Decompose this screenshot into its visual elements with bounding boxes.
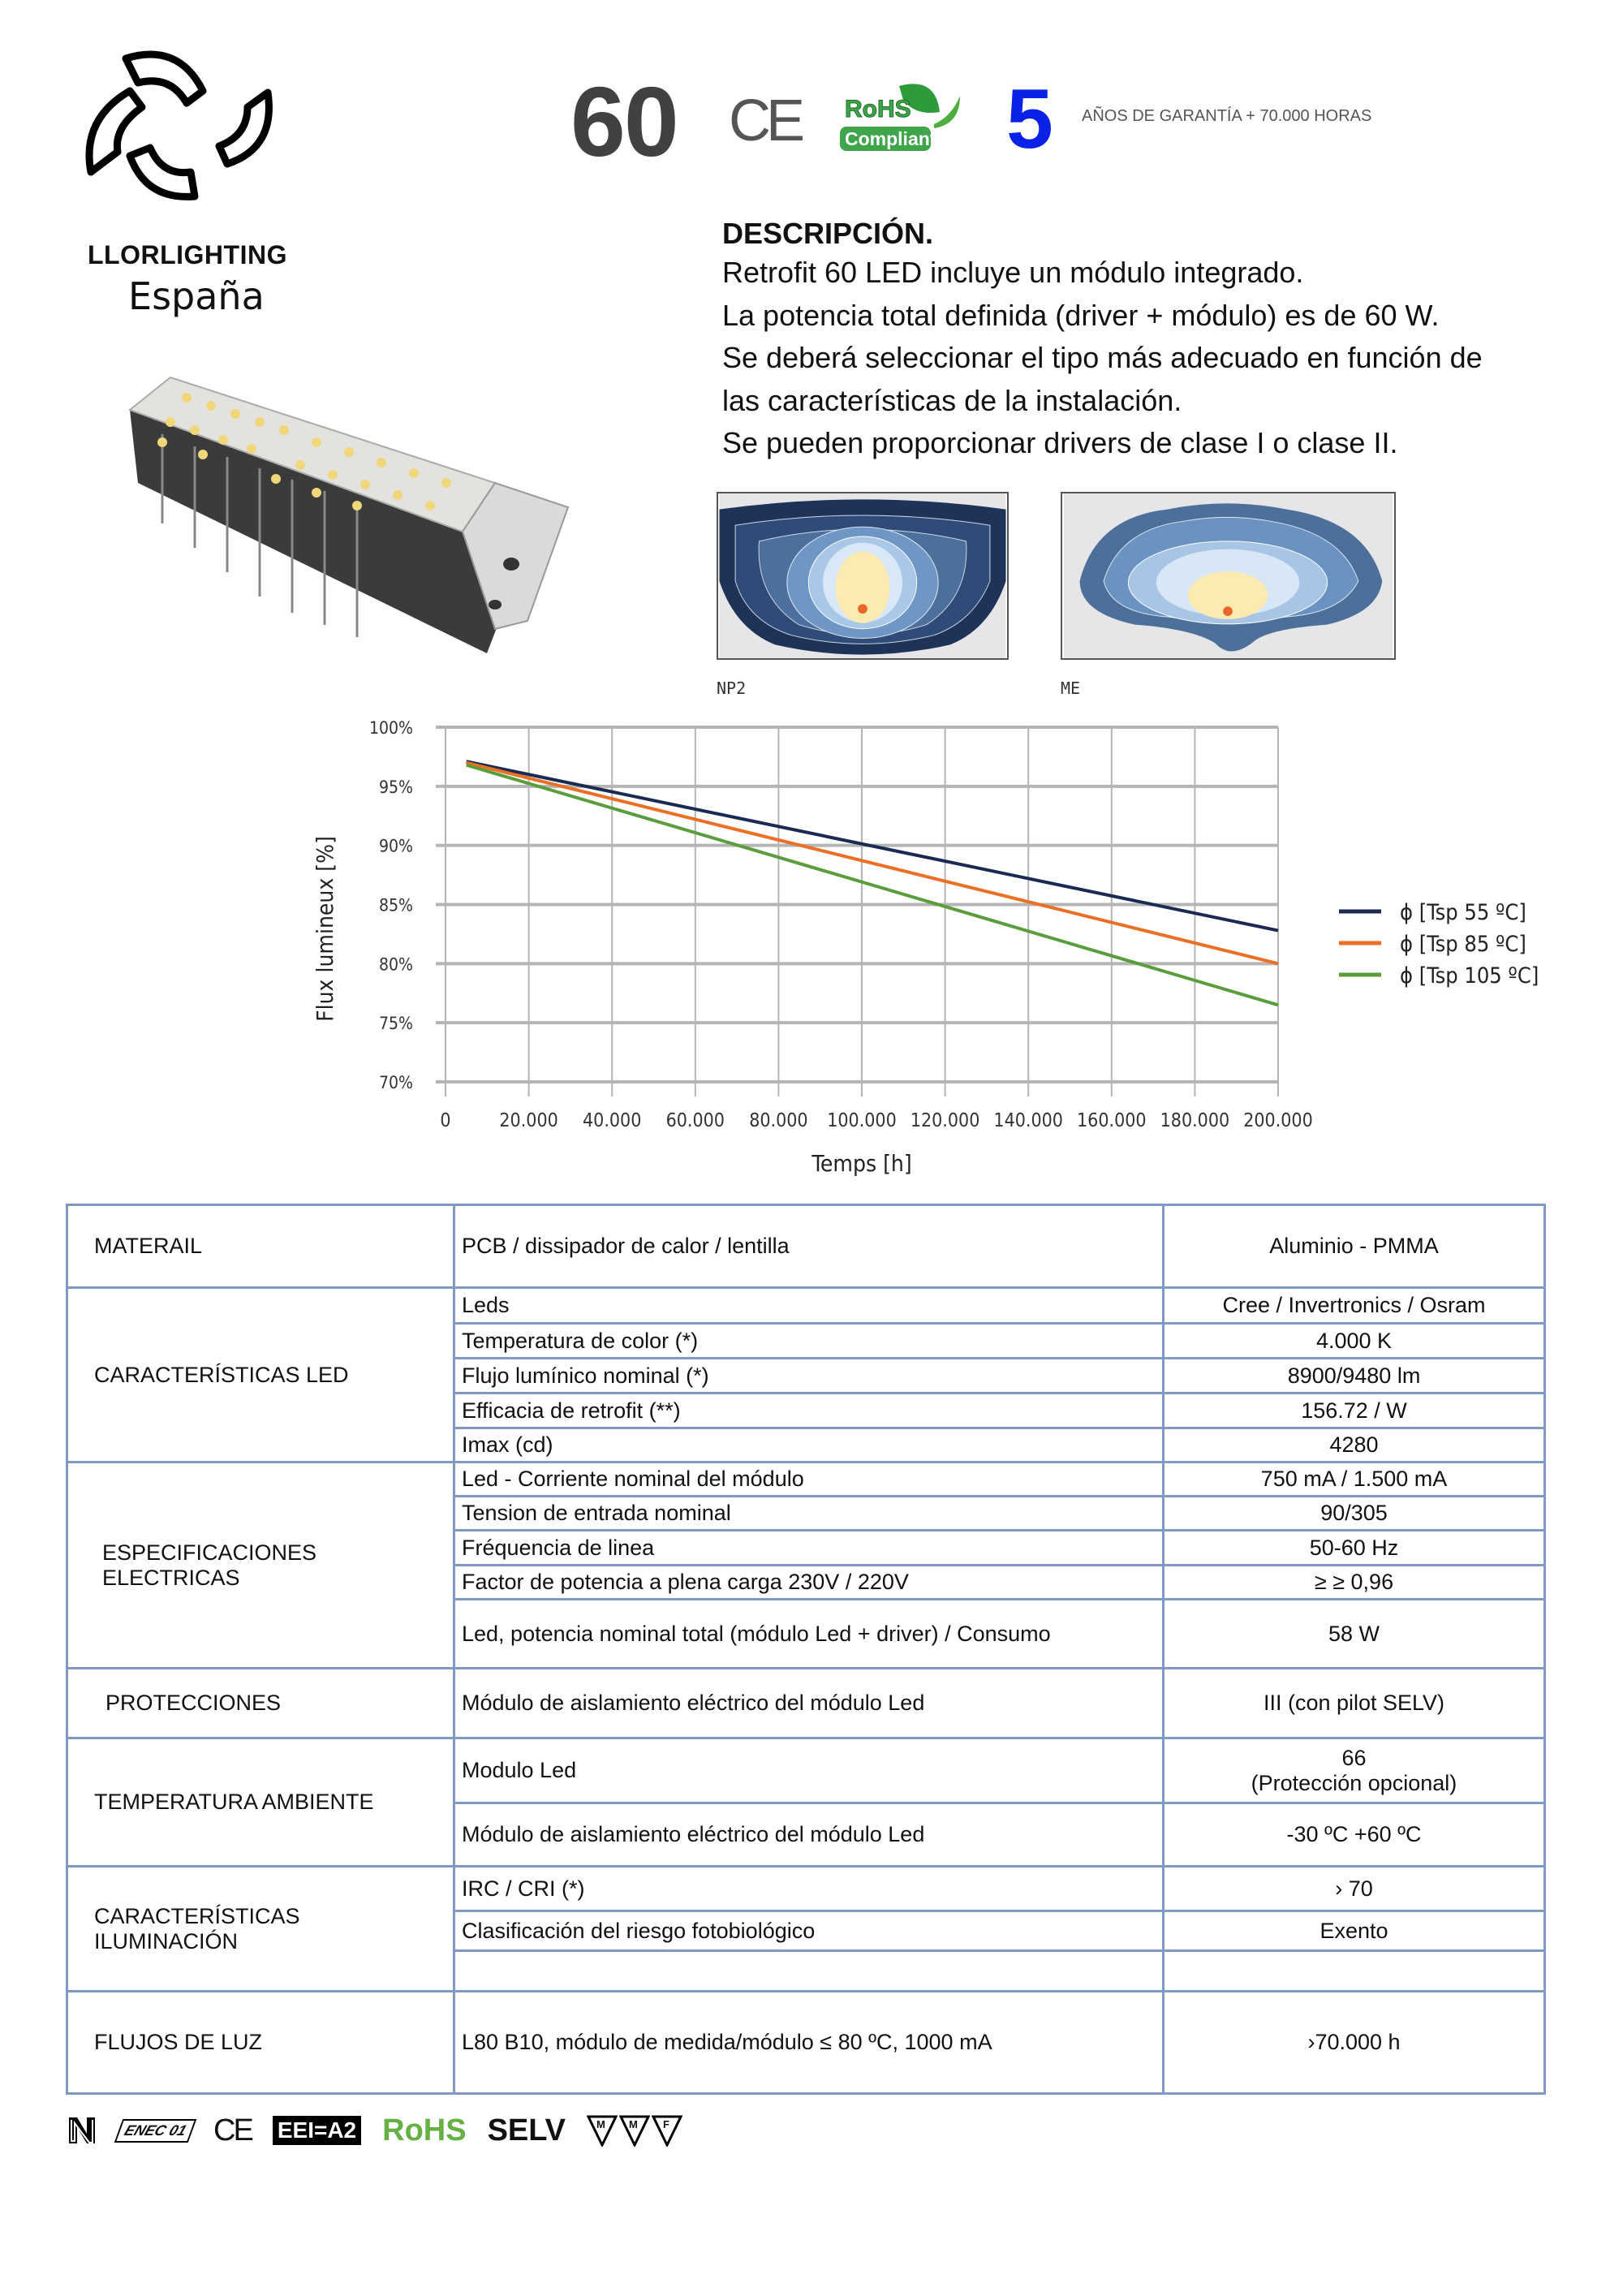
row-item: Led - Corriente nominal del módulo [454, 1462, 1164, 1497]
row-label-line: ELECTRICAS [102, 1565, 240, 1590]
row-label-line: ILUMINACIÓN [94, 1928, 239, 1954]
eei-icon: EEI=A2 [273, 2116, 361, 2145]
row-value: ›70.000 h [1164, 1992, 1545, 2094]
row-value: 58 W [1164, 1600, 1545, 1669]
row-value: 4.000 K [1164, 1324, 1545, 1359]
y-tick-label: 85% [379, 895, 413, 915]
description [722, 216, 1483, 465]
description-line: La potencia total definida (driver + módulo) es de 60 W. [722, 298, 1440, 332]
brand-logo-icon [81, 42, 284, 205]
x-tick-label: 100.000 [827, 1110, 897, 1131]
m-triangle-icon [619, 2114, 650, 2147]
y-tick-label: 80% [379, 954, 413, 975]
row-label: PROTECCIONES [67, 1669, 454, 1738]
table-row [67, 1205, 1545, 1288]
row-value: 8900/9480 lm [1164, 1359, 1545, 1394]
x-tick-label: 60.000 [665, 1110, 725, 1131]
wattage-label: 60 [570, 67, 678, 177]
row-item: Modulo Led [454, 1738, 1164, 1803]
table-row [67, 1867, 1545, 1911]
row-value: 750 mA / 1.500 mA [1164, 1462, 1545, 1497]
row-item: Factor de potencia a plena carga 230V / 220V [454, 1566, 1164, 1600]
ce-icon: CE [213, 2113, 252, 2147]
x-tick-label: 180.000 [1160, 1110, 1230, 1131]
row-item: PCB / dissipador de calor / lentilla [454, 1205, 1164, 1288]
brand-country: España [128, 274, 265, 318]
row-label: MATERAIL [67, 1205, 454, 1288]
row-label: TEMPERATURA AMBIENTE [67, 1738, 454, 1867]
spec-table [66, 1204, 1546, 2095]
product-image [114, 361, 576, 661]
n-mark-icon [67, 2115, 97, 2146]
description-line: Se pueden proporcionar drivers de clase I o clase II. [722, 426, 1398, 459]
distribution-label-me: ME [1061, 678, 1081, 698]
warranty-text: AÑOS DE GARANTÍA + 70.000 HORAS [1082, 107, 1372, 125]
distribution-map-np2 [717, 492, 1009, 660]
row-item: Módulo de aislamiento eléctrico del módulo Led [454, 1803, 1164, 1867]
row-item: Temperatura de color (*) [454, 1324, 1164, 1359]
y-tick-label: 95% [379, 777, 413, 797]
row-value: Cree / Invertronics / Osram [1164, 1288, 1545, 1324]
enec-icon: ENEC 01 [114, 2119, 197, 2143]
certification-icons [67, 2110, 682, 2151]
legend-label: ϕ [Tsp 85 ºC] [1400, 932, 1526, 957]
row-item: Led, potencia nominal total (módulo Led + driver) / Consumo [454, 1600, 1164, 1669]
row-value: III (con pilot SELV) [1164, 1669, 1545, 1738]
x-tick-label: 160.000 [1077, 1110, 1147, 1131]
triangle-letter: M [596, 2118, 605, 2130]
y-tick-label: 100% [368, 718, 413, 738]
selv-icon: SELV [487, 2113, 566, 2147]
row-value: 90/305 [1164, 1497, 1545, 1531]
x-tick-label: 200.000 [1243, 1110, 1313, 1131]
ce-mark-icon: CE [729, 88, 801, 153]
m-triangle-icon [587, 2114, 618, 2147]
row-value: Exento [1164, 1911, 1545, 1951]
triangle-marks [587, 2114, 682, 2147]
description-line: Se deberá seleccionar el tipo más adecuado en función de [722, 341, 1483, 374]
triangle-letter: F [663, 2118, 669, 2130]
row-value: › 70 [1164, 1867, 1545, 1911]
description-title: DESCRIPCIÓN. [722, 217, 934, 250]
distribution-label-np2: NP2 [717, 678, 747, 698]
rohs-compliant-badge [838, 80, 962, 153]
row-label-line: ESPECIFICACIONES [102, 1540, 317, 1565]
table-row [67, 1669, 1545, 1738]
x-tick-label: 0 [440, 1110, 451, 1131]
description-line: las características de la instalación. [722, 383, 1182, 417]
x-tick-label: 120.000 [910, 1110, 980, 1131]
row-item: Efficacia de retrofit (**) [454, 1394, 1164, 1428]
row-value: -30 ºC +60 ºC [1164, 1803, 1545, 1867]
description-line: Retrofit 60 LED incluye un módulo integrado. [722, 256, 1304, 289]
x-tick-label: 20.000 [499, 1110, 558, 1131]
row-item: IRC / CRI (*) [454, 1867, 1164, 1911]
row-value: 50-60 Hz [1164, 1531, 1545, 1566]
row-value [1164, 1738, 1545, 1803]
brand-name: LLORLIGHTING [88, 240, 287, 269]
value-line: 66 [1341, 1745, 1367, 1770]
legend-label: ϕ [Tsp 105 ºC] [1400, 963, 1539, 989]
x-tick-label: 80.000 [749, 1110, 808, 1131]
row-value: 156.72 / W [1164, 1394, 1545, 1428]
x-tick-label: 140.000 [993, 1110, 1063, 1131]
y-tick-label: 90% [379, 836, 413, 856]
row-label [67, 1462, 454, 1669]
row-item: Flujo lumínico nominal (*) [454, 1359, 1164, 1394]
table-row [67, 1288, 1545, 1324]
row-label-line: CARACTERÍSTICAS [94, 1903, 300, 1928]
x-axis-title: Temps [h] [812, 1150, 912, 1177]
row-item: L80 B10, módulo de medida/módulo ≤ 80 ºC, 1000 mA [454, 1992, 1164, 2094]
row-value: Aluminio - PMMA [1164, 1205, 1545, 1288]
legend-label: ϕ [Tsp 55 ºC] [1400, 900, 1526, 925]
series-line [467, 765, 1278, 1006]
rohs-text: RoHS [845, 96, 911, 123]
row-item: Módulo de aislamiento eléctrico del módulo Led [454, 1669, 1164, 1738]
rohs-icon: RoHS [382, 2113, 467, 2147]
y-tick-label: 75% [379, 1014, 413, 1034]
series-line [467, 763, 1278, 964]
compliant-text: Compliant [845, 128, 936, 149]
table-row [67, 1738, 1545, 1803]
table-row [67, 1462, 1545, 1497]
row-item: Imax (cd) [454, 1428, 1164, 1462]
triangle-letter: M [629, 2118, 638, 2130]
empty-cell [1164, 1951, 1545, 1992]
empty-cell [454, 1951, 1164, 1992]
lumen-maintenance-chart [0, 698, 1623, 1201]
y-tick-label: 70% [379, 1073, 413, 1092]
row-value: 4280 [1164, 1428, 1545, 1462]
warranty-years: 5 [1006, 72, 1053, 166]
y-axis-title: Flux lumineux [%] [312, 836, 338, 1022]
table-row [67, 1992, 1545, 2094]
row-label: FLUJOS DE LUZ [67, 1992, 454, 2094]
row-label [67, 1867, 454, 1992]
row-value: ≥ ≥ 0,96 [1164, 1566, 1545, 1600]
row-item: Fréquencia de linea [454, 1531, 1164, 1566]
row-item: Leds [454, 1288, 1164, 1324]
row-item: Clasificación del riesgo fotobiológico [454, 1911, 1164, 1951]
value-line: (Protección opcional) [1251, 1770, 1457, 1795]
row-label: CARACTERÍSTICAS LED [67, 1288, 454, 1462]
row-item: Tension de entrada nominal [454, 1497, 1164, 1531]
x-tick-label: 40.000 [583, 1110, 642, 1131]
f-triangle-icon [652, 2114, 682, 2147]
distribution-map-me [1061, 492, 1396, 660]
